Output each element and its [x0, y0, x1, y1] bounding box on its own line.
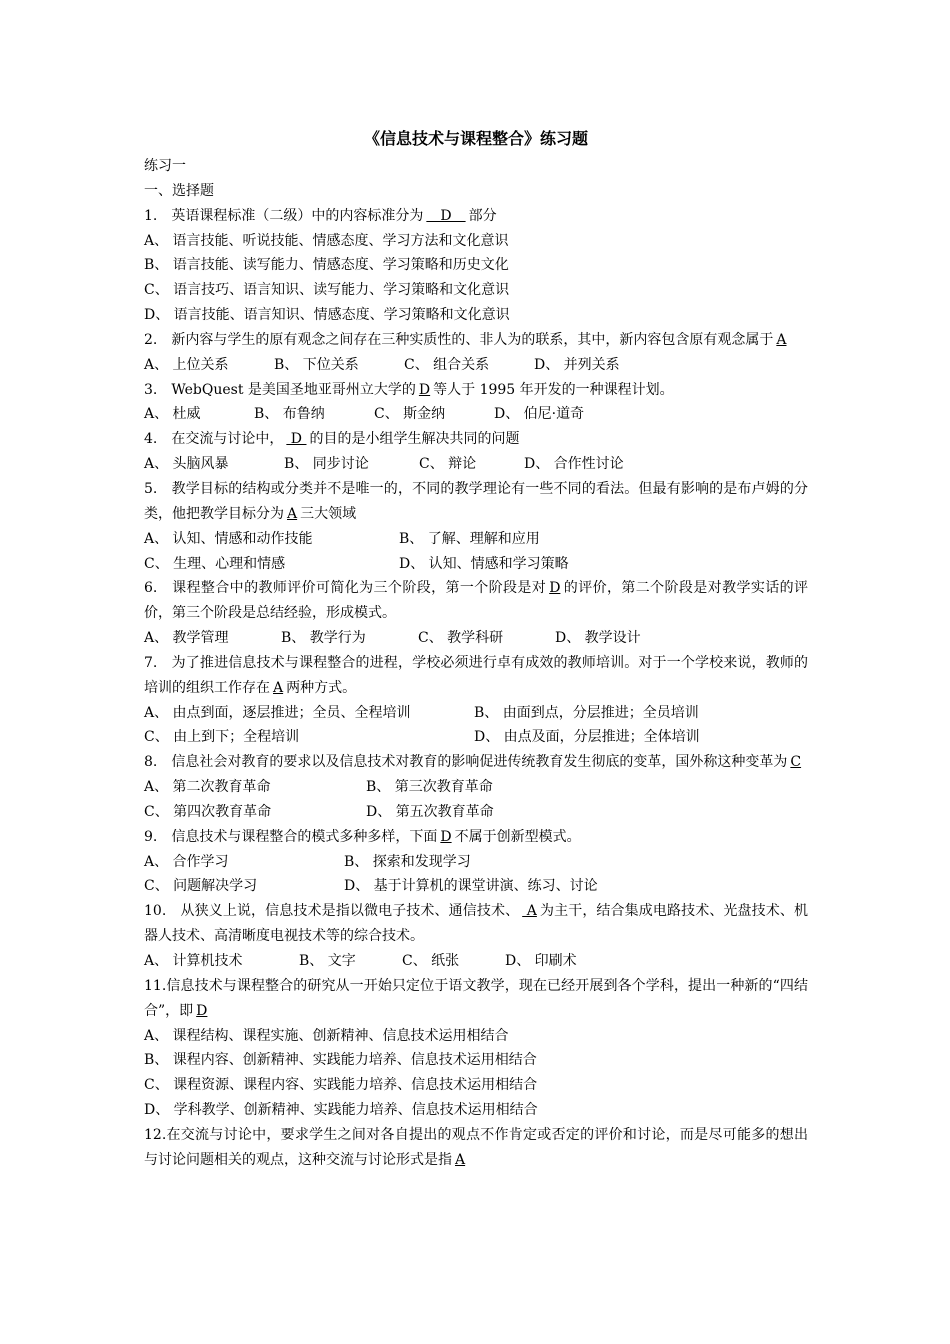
answer-9: D — [440, 828, 452, 845]
q4-options — [144, 452, 808, 477]
q11-option-d: D、 学科教学、创新精神、实践能力培养、信息技术运用相结合 — [144, 1102, 538, 1119]
q8-option-d: D、 第五次教育革命 — [366, 803, 494, 820]
q8-options-ab — [144, 775, 808, 800]
answer-12: A — [455, 1151, 466, 1168]
answer-7: A — [273, 679, 284, 696]
q5-option-b: B、 了解、理解和应用 — [399, 530, 540, 547]
answer-11: D — [196, 1002, 208, 1019]
q3-options — [144, 402, 808, 427]
question-7: 7. 为了推进信息技术与课程整合的进程，学校必须进行卓有成效的教师培训。对于一个学校来说，教师的培训的组织工作存在 A 两种方式。 — [144, 654, 808, 696]
question-3: 3. WebQuest 是美国圣地亚哥州立大学的 D 等人于 1995 年开发的一种课程计划。 — [144, 381, 674, 398]
q11-option-a: A、 课程结构、课程实施、创新精神、信息技术运用相结合 — [144, 1027, 509, 1044]
q5-option-d: D、 认知、情感和学习策略 — [399, 555, 569, 572]
answer-5: A — [287, 505, 298, 522]
q8-option-a: A、 第二次教育革命 — [144, 779, 271, 796]
document-page — [144, 124, 808, 1173]
q1-option-b: B、 语言技能、读写能力、情感态度、学习策略和历史文化 — [144, 257, 509, 274]
q3-option-a: A、 杜威 — [144, 406, 201, 423]
q8-options-cd — [144, 800, 808, 825]
q6-option-a: A、 教学管理 — [144, 630, 229, 647]
question-4: 4. 在交流与讨论中， D 的目的是小组学生解决共同的问题 — [144, 431, 520, 448]
q6-option-c: C、 教学科研 — [418, 630, 504, 647]
question-9: 9. 信息技术与课程整合的模式多种多样，下面 D 不属于创新型模式。 — [144, 828, 581, 845]
section-heading: 练习一 — [144, 158, 186, 174]
q9-option-c: C、 问题解决学习 — [144, 878, 258, 895]
question-11: 11.信息技术与课程整合的研究从一开始只定位于语文教学，现在已经开展到各个学科，提出一种新的“四结合”，即 D — [144, 977, 808, 1019]
q10-option-c: C、 纸张 — [402, 953, 460, 969]
answer-3: D — [418, 381, 431, 398]
answer-4: D — [286, 431, 307, 448]
q3-option-b: B、 布鲁纳 — [254, 406, 325, 423]
q8-option-b: B、 第三次教育革命 — [366, 779, 493, 796]
q9-option-d: D、 基于计算机的课堂讲演、练习、讨论 — [344, 878, 598, 895]
q9-options-ab — [144, 850, 808, 875]
question-1: 1. 英语课程标准（二级）中的内容标准分为 D 部分 — [144, 207, 497, 224]
q3-option-d: D、 伯尼·道奇 — [494, 406, 585, 423]
q1-option-c: C、 语言技巧、语言知识、读写能力、学习策略和文化意识 — [144, 282, 510, 299]
q2-option-b: B、 下位关系 — [274, 356, 359, 373]
q6-option-d: D、 教学设计 — [555, 630, 641, 647]
question-12: 12.在交流与讨论中，要求学生之间对各自提出的观点不作肯定或否定的评价和讨论，而是尽可能多的想出与讨论问题相关的观点，这种交流与讨论形式是指 A — [144, 1126, 808, 1168]
q10-option-a: A、 计算机技术 — [144, 953, 243, 969]
part-heading: 一、选择题 — [144, 182, 214, 199]
q4-option-c: C、 辩论 — [419, 456, 477, 473]
q4-option-d: D、 合作性讨论 — [524, 456, 624, 473]
q7-options-cd — [144, 725, 808, 750]
q2-option-c: C、 组合关系 — [404, 356, 490, 373]
q10-option-d: D、 印刷术 — [505, 953, 577, 969]
q11-option-c: C、 课程资源、课程内容、实践能力培养、信息技术运用相结合 — [144, 1077, 538, 1094]
q1-option-a: A、 语言技能、听说技能、情感态度、学习方法和文化意识 — [144, 232, 509, 249]
q7-option-d: D、 由点及面，分层推进；全体培训 — [474, 729, 700, 746]
q10-options — [144, 949, 808, 974]
q7-option-c: C、 由上到下；全程培训 — [144, 729, 300, 746]
q6-option-b: B、 教学行为 — [281, 630, 366, 647]
q2-option-d: D、 并列关系 — [534, 356, 620, 373]
question-5: 5. 教学目标的结构或分类并不是唯一的，不同的教学理论有一些不同的看法。但最有影响的是布卢姆的分类，他把教学目标分为 A 三大领域 — [144, 480, 808, 522]
q2-options — [144, 353, 808, 378]
q9-options-cd — [144, 874, 808, 899]
q11-option-b: B、 课程内容、创新精神、实践能力培养、信息技术运用相结合 — [144, 1052, 537, 1069]
question-6: 6. 课程整合中的教师评价可简化为三个阶段，第一个阶段是对 D 的评价，第二个阶段是对教学实话的评价，第三个阶段是总结经验，形成模式。 — [144, 580, 808, 622]
q3-option-c: C、 斯金纳 — [374, 406, 446, 423]
q7-options-ab — [144, 701, 808, 726]
answer-1: D — [426, 207, 466, 224]
q8-option-c: C、 第四次教育革命 — [144, 803, 272, 820]
q7-option-b: B、 由面到点，分层推进；全员培训 — [474, 704, 699, 721]
answer-2: A — [776, 331, 787, 348]
q5-option-c: C、 生理、心理和情感 — [144, 555, 286, 572]
q4-option-a: A、 头脑风暴 — [144, 456, 229, 473]
answer-8: C — [790, 754, 802, 771]
q5-options-ab — [144, 527, 808, 552]
question-10: 10. 从狭义上说，信息技术是指以微电子技术、通信技术、 A 为主干，结合集成电路技术、光盘技术、机器人技术、高清晰度电视技术等的综合技术。 — [144, 903, 809, 945]
q6-options — [144, 626, 808, 651]
question-8: 8. 信息社会对教育的要求以及信息技术对教育的影响促进传统教育发生彻底的变革，国外称这种变革为 C — [144, 750, 808, 775]
q4-option-b: B、 同步讨论 — [284, 456, 369, 473]
q7-option-a: A、 由点到面，逐层推进；全员、全程培训 — [144, 704, 411, 721]
q2-option-a: A、 上位关系 — [144, 356, 229, 373]
q10-option-b: B、 文字 — [299, 953, 356, 969]
document-title: 《信息技术与课程整合》练习题 — [363, 129, 588, 148]
q5-options-cd — [144, 552, 808, 577]
answer-6: D — [549, 580, 561, 597]
q1-option-d: D、 语言技能、语言知识、情感态度、学习策略和文化意识 — [144, 307, 510, 324]
q9-option-b: B、 探索和发现学习 — [344, 853, 471, 870]
question-2: 2. 新内容与学生的原有观念之间存在三种实质性的、非人为的联系，其中，新内容包含原有观念属于 A — [144, 328, 808, 353]
q5-option-a: A、 认知、情感和动作技能 — [144, 530, 313, 547]
q9-option-a: A、 合作学习 — [144, 853, 229, 870]
answer-10: A — [522, 903, 537, 920]
